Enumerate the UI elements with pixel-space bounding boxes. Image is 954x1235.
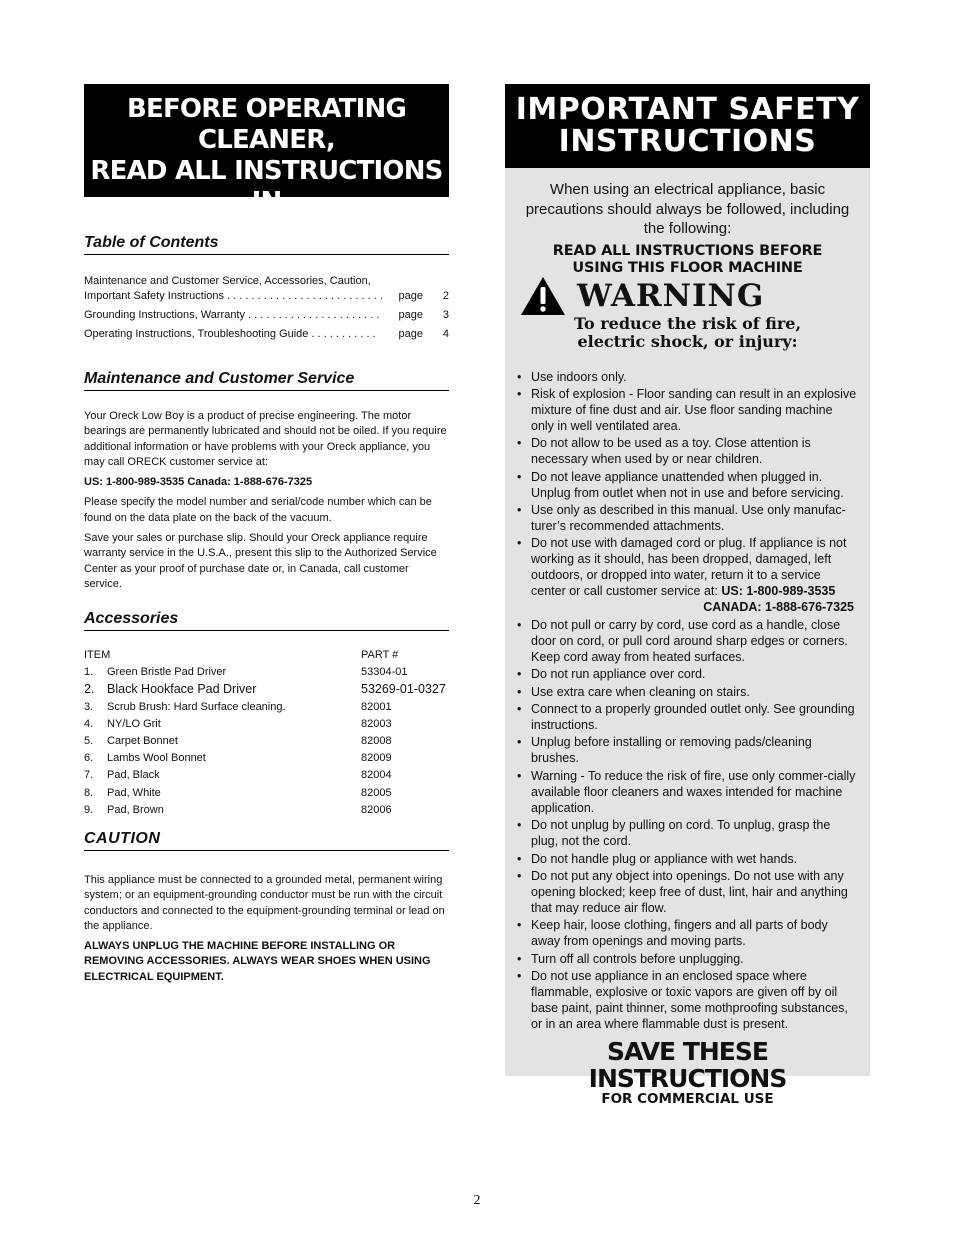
row-part: 82003 bbox=[361, 717, 392, 730]
maintenance-paragraph: Please specify the model number and serial/code number which can be found on the data plate on the back of the vacuum. bbox=[84, 496, 432, 524]
row-number: 3. bbox=[84, 700, 94, 713]
accessories-header bbox=[84, 647, 449, 664]
banner-line: THIS MANUAL CAREFULLY. bbox=[170, 218, 363, 279]
table-row bbox=[84, 681, 449, 698]
table-row bbox=[84, 699, 449, 716]
list-item: • Keep hair, loose clothing, fingers and all parts of body away from openings and moving parts. bbox=[515, 917, 858, 949]
table-row bbox=[84, 664, 449, 681]
list-item: • Do not leave appliance unattended when plugged in. Unplug from outlet when not in use and before servicing. bbox=[515, 469, 858, 501]
list-item: • Turn off all controls before unplugging. bbox=[515, 951, 858, 967]
row-number: 5. bbox=[84, 735, 94, 748]
row-item: Green Bristle Pad Driver bbox=[107, 666, 227, 679]
row-number: 6. bbox=[84, 752, 94, 765]
warning-heading: WARNING bbox=[577, 277, 765, 314]
row-item: Pad, Brown bbox=[107, 803, 164, 816]
caution-paragraph: This appliance must be connected to a grounded metal, permanent wiring system; or an equipment-grounding conductor must be run with the circuit conductors and connected to the equipment-grounding terminal or lead on the appliance. bbox=[84, 874, 445, 932]
row-number: 4. bbox=[84, 717, 94, 730]
customer-service-phones: US: 1-800-989-3535 Canada: 1-888-676-7325 bbox=[84, 476, 313, 489]
toc-page-number: 3 bbox=[442, 309, 449, 321]
row-part: 82009 bbox=[361, 752, 392, 765]
list-item: • Do not allow to be used as a toy. Close attention is necessary when used by or near children. bbox=[515, 435, 858, 467]
maintenance-paragraph: Save your sales or purchase slip. Should your Oreck appliance require warranty service in the U.S.A., present this slip to the Authorized Service Center as your proof of purchase date or, in Canada, call customer service. bbox=[84, 532, 437, 590]
banner-line: READ ALL INSTRUCTIONS IN bbox=[90, 156, 443, 217]
table-row bbox=[84, 750, 449, 767]
warning-row bbox=[519, 275, 870, 317]
left-column bbox=[84, 84, 449, 983]
safety-intro: When using an electrical appliance, basic precautions should always be followed, including the following: bbox=[525, 181, 850, 237]
row-item: Pad, White bbox=[107, 786, 161, 799]
banner-line: IMPORTANT SAFETY bbox=[515, 92, 860, 127]
list-item: • Warning - To reduce the risk of fire, use only commer-cially available floor cleaners and waxes intended for machine application. bbox=[515, 768, 858, 816]
safety-list bbox=[505, 369, 870, 1033]
toc-page-number: 4 bbox=[442, 328, 449, 340]
table-row bbox=[84, 785, 449, 802]
cord-canada-phone: CANADA: 1-888-676-7325 bbox=[703, 600, 854, 615]
table-row bbox=[84, 716, 449, 733]
list-item: • Do not put any object into openings. Do not use with any opening blocked; keep free of dust, lint, hair and anything that may reduce air flow. bbox=[515, 868, 858, 916]
list-item: • Do not run appliance over cord. bbox=[515, 666, 858, 682]
risk-line: electric shock, or injury: bbox=[577, 331, 798, 351]
toc-row bbox=[84, 327, 449, 342]
row-item: NY/LO Grit bbox=[107, 717, 161, 730]
row-part: 53304-01 bbox=[361, 666, 408, 679]
list-item: • Unplug before installing or removing pads/cleaning brushes. bbox=[515, 734, 858, 766]
list-item: • Do not pull or carry by cord, use cord as a handle, close door on cord, or pull cord around sharp edges or corners. Keep cord away from heated surfaces. bbox=[515, 617, 858, 665]
list-item: • Do not handle plug or appliance with wet hands. bbox=[515, 851, 858, 867]
list-item: • Connect to a properly grounded outlet only. See grounding instructions. bbox=[515, 701, 858, 733]
row-part: 82006 bbox=[361, 803, 392, 816]
row-part: 82005 bbox=[361, 786, 392, 799]
row-item: Lambs Wool Bonnet bbox=[107, 752, 206, 765]
table-of-contents bbox=[84, 234, 449, 346]
row-part: 82008 bbox=[361, 735, 392, 748]
col-part: PART # bbox=[361, 649, 399, 661]
warning-triangle-icon bbox=[519, 275, 567, 317]
row-part: 53269-01-0327 bbox=[361, 682, 446, 697]
row-item: Carpet Bonnet bbox=[107, 735, 178, 748]
toc-page-number: 2 bbox=[442, 290, 449, 302]
row-item: Pad, Black bbox=[107, 769, 160, 782]
list-item: • Use indoors only. bbox=[515, 369, 858, 385]
row-number: 8. bbox=[84, 786, 94, 799]
list-item: • Risk of explosion - Floor sanding can result in an explosive mixture of fine dust and air. Use floor sanding machine only in well ventilated area. bbox=[515, 386, 858, 434]
banner-line: INSTRUCTIONS bbox=[558, 124, 817, 159]
toc-entry: Operating Instructions, Troubleshooting Guide . . . . . . . . . . . bbox=[84, 328, 376, 340]
col-item: ITEM bbox=[84, 649, 111, 661]
read-all-line: READ ALL INSTRUCTIONS BEFORE bbox=[552, 242, 823, 259]
table-row bbox=[84, 802, 449, 819]
toc-line: Maintenance and Customer Service, Accessories, Caution, bbox=[84, 275, 371, 287]
risk-notice bbox=[505, 315, 870, 351]
safety-panel bbox=[505, 84, 870, 1108]
maintenance-paragraph: Your Oreck Low Boy is a product of precise engineering. The motor bearings are permanently lubricated and should not be oiled. If you require additional information or have problems with your Oreck appliance, you may call ORECK customer service at: bbox=[84, 410, 447, 468]
table-row bbox=[84, 767, 449, 784]
list-item: • Do not use appliance in an enclosed space where flammable, explosive or toxic vapors are given off by oil base paint, paint thinner, some mothproofing substances, or in an area where flammable dust is present. bbox=[515, 968, 858, 1032]
row-number: 1. bbox=[84, 666, 94, 679]
accessories-table bbox=[84, 647, 449, 819]
toc-page-label: page bbox=[398, 309, 423, 321]
toc-row bbox=[84, 289, 449, 304]
table-row bbox=[84, 733, 449, 750]
row-part: 82001 bbox=[361, 700, 392, 713]
caution-warning: ALWAYS UNPLUG THE MACHINE BEFORE INSTALLING OR REMOVING ACCESSORIES. ALWAYS WEAR SHOES WHEN USING ELECTRICAL EQUIPMENT. bbox=[84, 940, 431, 983]
row-part: 82004 bbox=[361, 769, 392, 782]
row-number: 7. bbox=[84, 769, 94, 782]
toc-title: Table of Contents bbox=[84, 234, 449, 255]
safety-banner bbox=[505, 84, 870, 168]
list-item bbox=[515, 535, 858, 615]
row-item: Scrub Brush: Hard Surface cleaning. bbox=[107, 700, 286, 713]
cord-text: Do not use with damaged cord or plug. If appliance is not working as it should, has been dropped, damaged, left outdoors, or dropped into water, return it to a service center or call customer service at: bbox=[531, 536, 847, 599]
caution-title: CAUTION bbox=[84, 830, 449, 851]
toc-page-label: page bbox=[398, 290, 423, 302]
list-item: • Do not unplug by pulling on cord. To unplug, grasp the plug, not the cord. bbox=[515, 817, 858, 849]
maintenance-section bbox=[84, 370, 449, 597]
row-number: 9. bbox=[84, 803, 94, 816]
page-number: 2 bbox=[473, 1193, 481, 1208]
toc-page-label: page bbox=[398, 328, 423, 340]
maintenance-title: Maintenance and Customer Service bbox=[84, 370, 449, 391]
toc-entry: Important Safety Instructions . . . . . . . . . . . . . . . . . . . . . . . . . . bbox=[84, 290, 383, 302]
caution-section bbox=[84, 830, 449, 990]
row-number: 2. bbox=[84, 682, 95, 697]
accessories-title: Accessories bbox=[84, 610, 449, 631]
read-all-line: USING THIS FLOOR MACHINE bbox=[572, 259, 803, 276]
save-instructions-heading: SAVE THESE INSTRUCTIONS bbox=[588, 1037, 787, 1094]
cord-us-phone: US: 1-800-989-3535 bbox=[721, 584, 836, 599]
read-all-notice bbox=[505, 243, 870, 277]
row-item: Black Hookface Pad Driver bbox=[107, 682, 257, 697]
commercial-use-label: FOR COMMERCIAL USE bbox=[601, 1091, 774, 1108]
list-item: • Use extra care when cleaning on stairs. bbox=[515, 684, 858, 700]
accessories-section bbox=[84, 610, 449, 819]
banner-line: BEFORE OPERATING CLEANER, bbox=[126, 94, 407, 155]
toc-entry: Grounding Instructions, Warranty . . . . . . . . . . . . . . . . . . . . . . bbox=[84, 309, 380, 321]
toc-row bbox=[84, 308, 449, 323]
list-item: • Use only as described in this manual. Use only manufac-turer’s recommended attachments. bbox=[515, 502, 858, 534]
risk-line: To reduce the risk of fire, bbox=[573, 313, 802, 333]
